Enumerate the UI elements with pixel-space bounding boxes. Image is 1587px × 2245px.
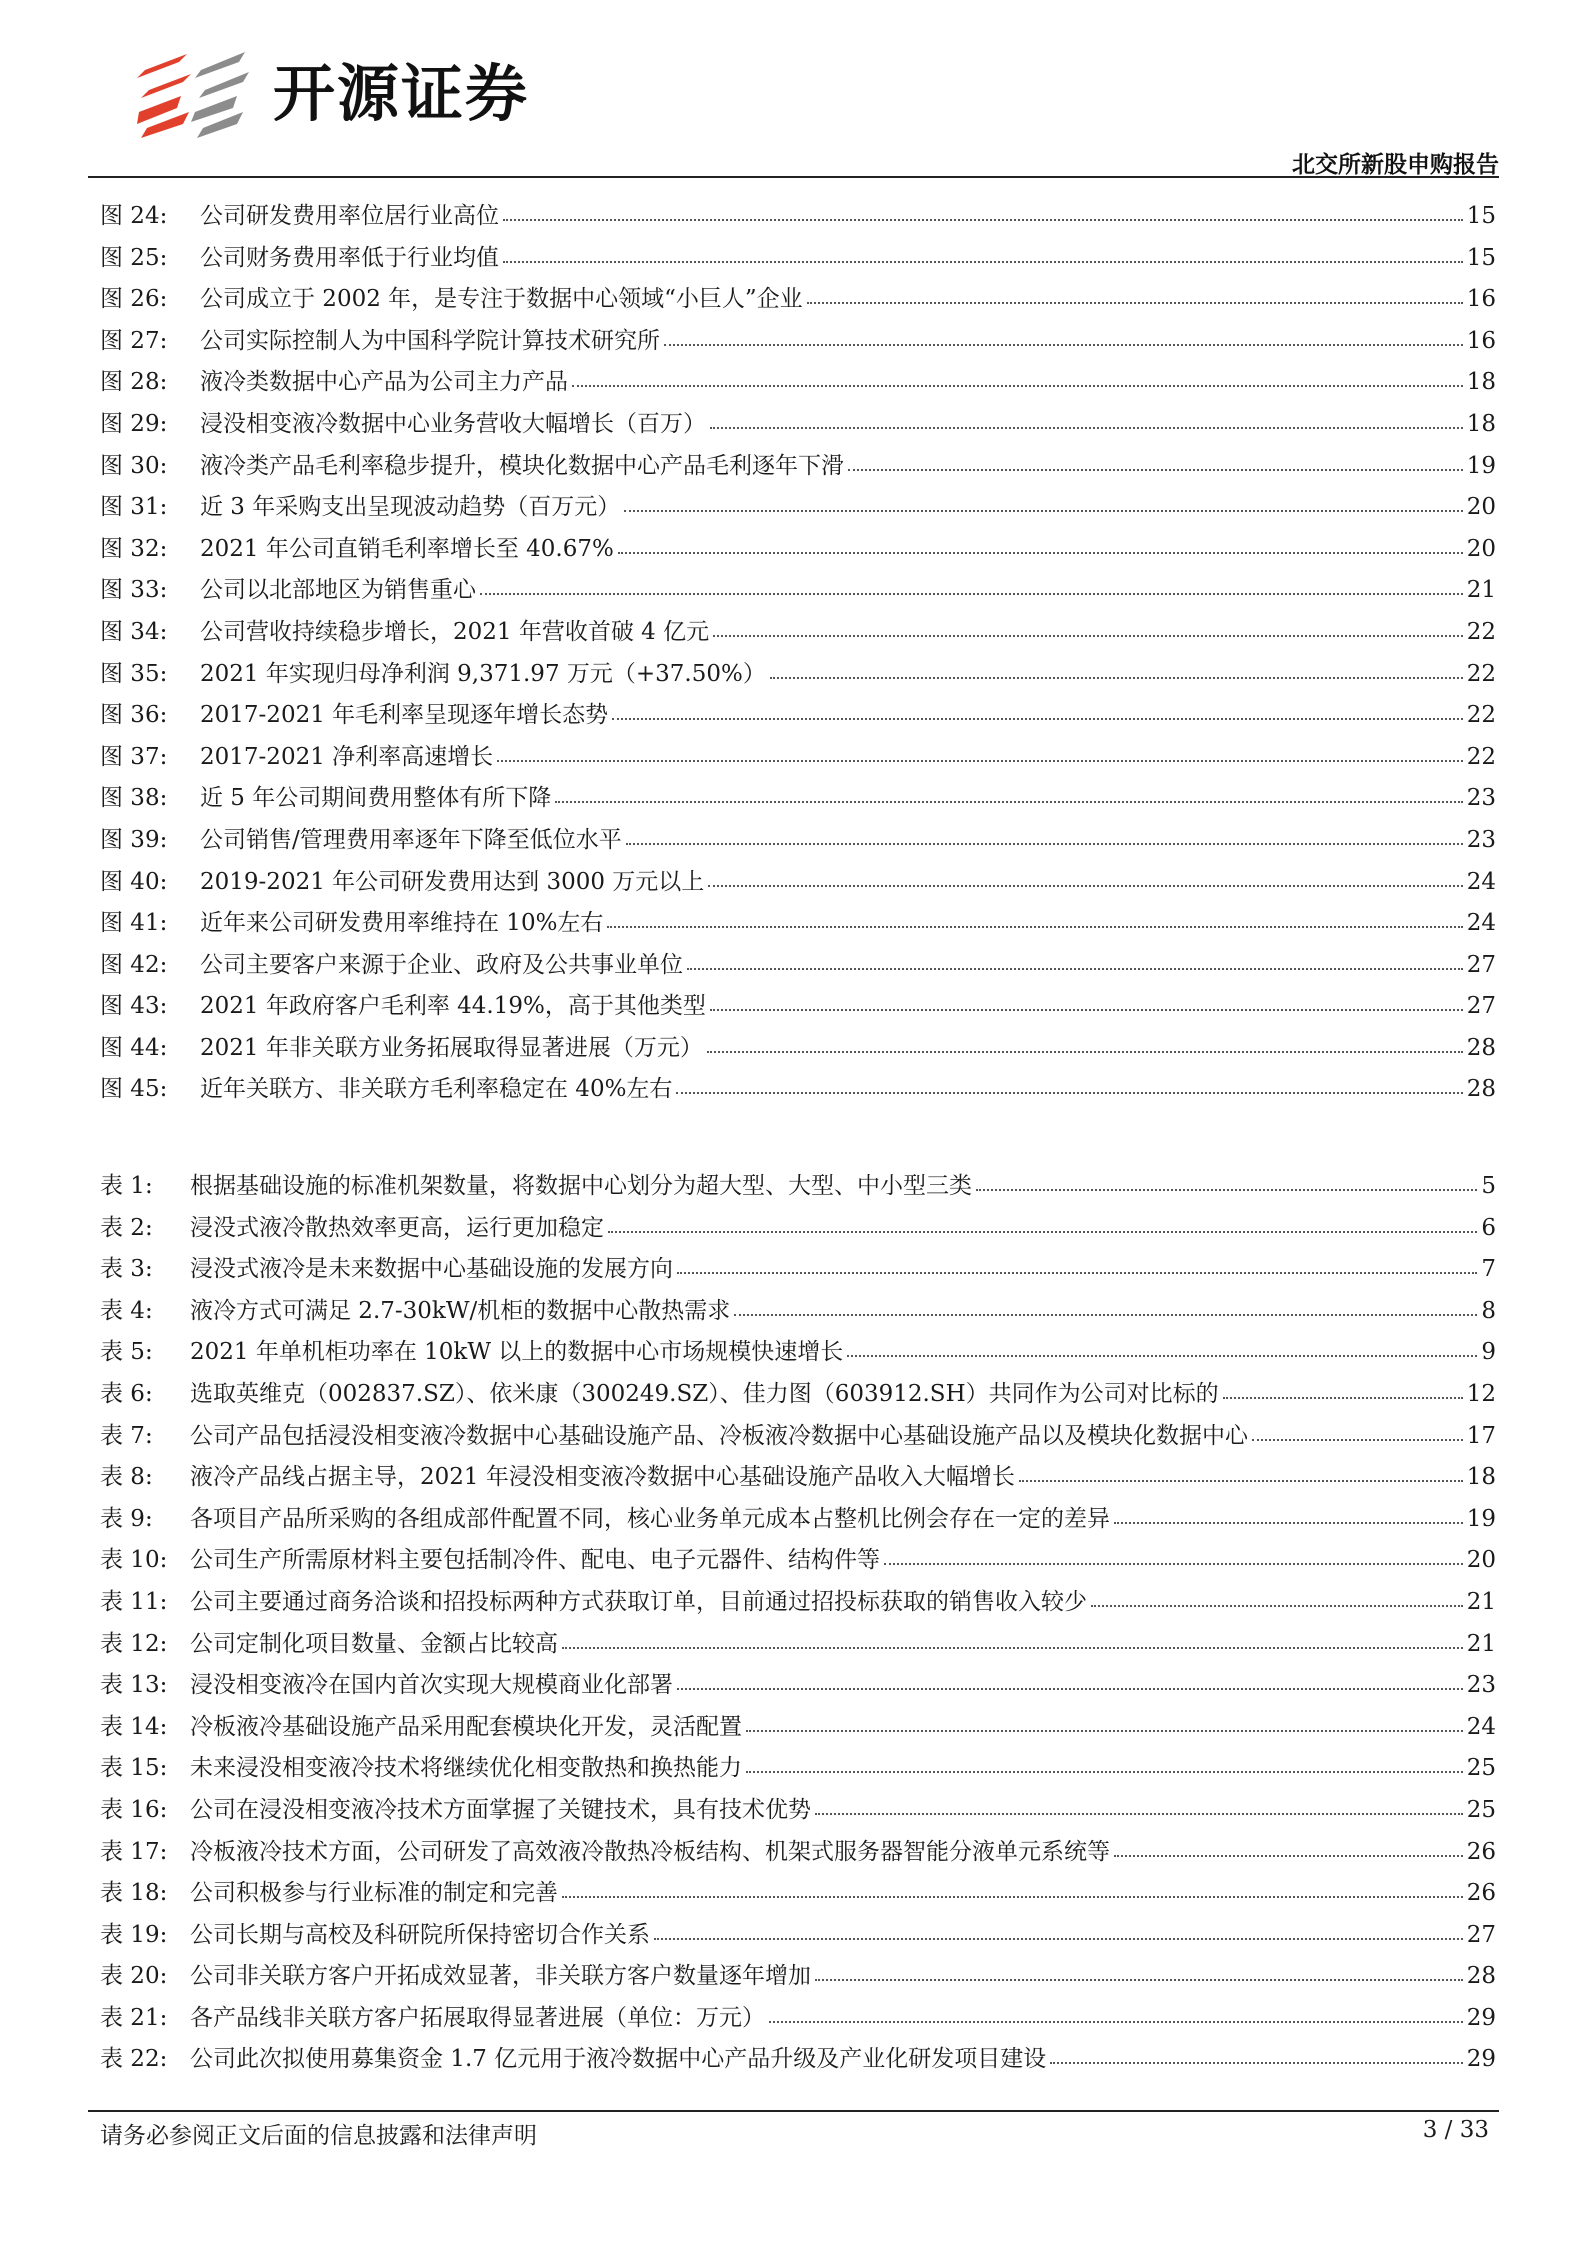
table-toc-entry[interactable] bbox=[100, 1998, 1496, 2040]
figure-toc-entry[interactable] bbox=[100, 362, 1496, 404]
figure-label: 图 29: bbox=[100, 410, 168, 437]
table-toc-entry[interactable] bbox=[100, 1915, 1496, 1957]
figure-label: 图 24: bbox=[100, 203, 168, 229]
dot-leader bbox=[497, 760, 1463, 762]
table-toc-entry[interactable] bbox=[100, 1707, 1496, 1749]
figure-page-number: 19 bbox=[1466, 452, 1496, 479]
table-toc-entry[interactable] bbox=[100, 1291, 1496, 1333]
figure-title: 公司实际控制人为中国科学院计算技术研究所 bbox=[200, 327, 660, 354]
dot-leader bbox=[572, 385, 1463, 387]
dot-leader bbox=[1223, 1397, 1463, 1399]
figure-title: 公司营收持续稳步增长，2021 年营收首破 4 亿元 bbox=[200, 618, 710, 645]
table-title: 未来浸没相变液冷技术将继续优化相变散热和换热能力 bbox=[190, 1755, 742, 1782]
brand-logo bbox=[133, 48, 529, 140]
table-title: 浸没式液冷散热效率更高，运行更加稳定 bbox=[190, 1214, 604, 1241]
table-label: 表 9: bbox=[100, 1505, 153, 1532]
figure-title: 2017-2021 年毛利率呈现逐年增长态势 bbox=[200, 702, 609, 729]
figure-title: 液冷类产品毛利率稳步提升，模块化数据中心产品毛利逐年下滑 bbox=[200, 452, 844, 479]
table-toc-entry[interactable] bbox=[100, 1166, 1496, 1208]
dot-leader bbox=[807, 302, 1463, 304]
table-title: 公司产品包括浸没相变液冷数据中心基础设施产品、冷板液冷数据中心基础设施产品以及模块化数据中心 bbox=[190, 1422, 1248, 1449]
figure-toc-entry[interactable] bbox=[100, 737, 1496, 779]
dot-leader bbox=[1050, 2062, 1463, 2064]
figure-toc-entry[interactable] bbox=[100, 820, 1496, 862]
table-page-number: 29 bbox=[1466, 2046, 1496, 2073]
dot-leader bbox=[1114, 1522, 1463, 1524]
table-label: 表 21: bbox=[100, 2004, 168, 2031]
figure-label: 图 34: bbox=[100, 618, 168, 645]
figure-label: 图 40: bbox=[100, 868, 168, 895]
figure-toc-entry[interactable] bbox=[100, 487, 1496, 529]
dot-leader bbox=[708, 885, 1462, 887]
figure-label: 图 45: bbox=[100, 1076, 168, 1103]
table-page-number: 5 bbox=[1481, 1173, 1496, 1199]
table-page-number: 25 bbox=[1466, 1755, 1496, 1782]
figure-toc-entry[interactable] bbox=[100, 1028, 1496, 1070]
header-divider bbox=[88, 176, 1499, 178]
table-page-number: 19 bbox=[1466, 1505, 1496, 1532]
dot-leader bbox=[1091, 1605, 1463, 1607]
table-toc-entry[interactable] bbox=[100, 1624, 1496, 1666]
table-page-number: 21 bbox=[1466, 1588, 1496, 1615]
table-label: 表 14: bbox=[100, 1713, 168, 1740]
dot-leader bbox=[1019, 1480, 1463, 1482]
figure-toc-entry[interactable] bbox=[100, 945, 1496, 987]
table-page-number: 24 bbox=[1466, 1713, 1496, 1740]
figure-page-number: 22 bbox=[1466, 702, 1496, 729]
table-toc-entry[interactable] bbox=[100, 1374, 1496, 1416]
table-toc-entry[interactable] bbox=[100, 1416, 1496, 1458]
table-title: 浸没相变液冷在国内首次实现大规模商业化部署 bbox=[190, 1672, 673, 1699]
table-page-number: 20 bbox=[1466, 1547, 1496, 1574]
figure-page-number: 23 bbox=[1466, 826, 1496, 853]
dot-leader bbox=[769, 2021, 1463, 2023]
table-toc-entry[interactable] bbox=[100, 1582, 1496, 1624]
figure-title: 近年来公司研发费用率维持在 10%左右 bbox=[200, 910, 604, 937]
table-label: 表 7: bbox=[100, 1422, 153, 1449]
figure-page-number: 23 bbox=[1466, 785, 1496, 812]
dot-leader bbox=[626, 843, 1463, 845]
figure-toc-entry[interactable] bbox=[100, 695, 1496, 737]
table-list bbox=[100, 1166, 1496, 2081]
table-label: 表 10: bbox=[100, 1547, 168, 1574]
figure-toc-entry[interactable] bbox=[100, 778, 1496, 820]
dot-leader bbox=[503, 219, 1463, 221]
dot-leader bbox=[480, 593, 1463, 595]
table-title: 各项目产品所采购的各组成部件配置不同，核心业务单元成本占整机比例会存在一定的差异 bbox=[190, 1505, 1110, 1532]
figure-label: 图 31: bbox=[100, 494, 168, 521]
dot-leader bbox=[676, 1092, 1462, 1094]
table-title: 液冷产品线占据主导，2021 年浸没相变液冷数据中心基础设施产品收入大幅增长 bbox=[190, 1464, 1015, 1491]
figure-page-number: 21 bbox=[1466, 577, 1496, 604]
figure-label: 图 44: bbox=[100, 1034, 168, 1061]
table-toc-entry[interactable] bbox=[100, 1332, 1496, 1374]
dot-leader bbox=[677, 1688, 1463, 1690]
figure-label: 图 36: bbox=[100, 702, 168, 729]
table-toc-entry[interactable] bbox=[100, 1832, 1496, 1874]
table-label: 表 5: bbox=[100, 1339, 153, 1366]
table-toc-entry[interactable] bbox=[100, 1249, 1496, 1291]
brand-name: 开源证券 bbox=[273, 57, 530, 130]
dot-leader bbox=[815, 1813, 1463, 1815]
table-title: 公司生产所需原材料主要包括制冷件、配电、电子元器件、结构件等 bbox=[190, 1547, 880, 1574]
figure-title: 公司销售/管理费用率逐年下降至低位水平 bbox=[200, 826, 622, 853]
figure-toc-entry[interactable] bbox=[100, 404, 1496, 446]
figure-label: 图 32: bbox=[100, 535, 168, 562]
table-toc-entry[interactable] bbox=[100, 1665, 1496, 1707]
table-page-number: 27 bbox=[1466, 1921, 1496, 1948]
figure-title: 2021 年公司直销毛利率增长至 40.67% bbox=[200, 535, 614, 562]
table-page-number: 26 bbox=[1466, 1838, 1496, 1865]
table-page-number: 28 bbox=[1466, 1963, 1496, 1990]
figure-page-number: 27 bbox=[1466, 951, 1496, 978]
figure-label: 图 33: bbox=[100, 577, 168, 604]
figure-toc-entry[interactable] bbox=[100, 238, 1496, 280]
dot-leader bbox=[847, 1355, 1477, 1357]
table-label: 表 12: bbox=[100, 1630, 168, 1657]
dot-leader bbox=[503, 261, 1463, 263]
table-label: 表 2: bbox=[100, 1214, 153, 1241]
figure-page-number: 28 bbox=[1466, 1076, 1496, 1103]
figure-page-number: 20 bbox=[1466, 535, 1496, 562]
table-page-number: 6 bbox=[1481, 1214, 1496, 1241]
figure-page-number: 16 bbox=[1466, 286, 1496, 313]
footer-disclaimer: 请务必参阅正文后面的信息披露和法律声明 bbox=[100, 2123, 537, 2149]
table-page-number: 12 bbox=[1466, 1380, 1496, 1407]
figure-toc-entry[interactable] bbox=[100, 903, 1496, 945]
dot-leader bbox=[734, 1314, 1477, 1316]
table-label: 表 15: bbox=[100, 1755, 168, 1782]
dot-leader bbox=[624, 510, 1462, 512]
figure-title: 近 5 年公司期间费用整体有所下降 bbox=[200, 785, 552, 812]
table-title: 公司定制化项目数量、金额占比较高 bbox=[190, 1630, 558, 1657]
table-label: 表 3: bbox=[100, 1256, 153, 1283]
dot-leader bbox=[746, 1730, 1463, 1732]
table-title: 根据基础设施的标准机架数量，将数据中心划分为超大型、大型、中小型三类 bbox=[190, 1173, 972, 1199]
figure-page-number: 28 bbox=[1466, 1034, 1496, 1061]
figure-page-number: 24 bbox=[1466, 868, 1496, 895]
dot-leader bbox=[848, 469, 1463, 471]
figure-list bbox=[100, 196, 1496, 1111]
table-title: 选取英维克（002837.SZ）、依米康（300249.SZ）、佳力图（603912.SH）共同作为公司对比标的 bbox=[190, 1380, 1219, 1407]
figure-title: 公司成立于 2002 年，是专注于数据中心领域“小巨人”企业 bbox=[200, 286, 803, 313]
table-label: 表 16: bbox=[100, 1796, 168, 1823]
figure-label: 图 28: bbox=[100, 369, 168, 396]
page-number: 3 / 33 bbox=[1422, 2117, 1489, 2143]
table-title: 液冷方式可满足 2.7-30kW/机柜的数据中心散热需求 bbox=[190, 1297, 731, 1324]
figure-label: 图 42: bbox=[100, 951, 168, 978]
table-toc-entry[interactable] bbox=[100, 1457, 1496, 1499]
figure-page-number: 15 bbox=[1466, 203, 1496, 229]
figure-toc-entry[interactable] bbox=[100, 862, 1496, 904]
dot-leader bbox=[710, 427, 1463, 429]
table-page-number: 21 bbox=[1466, 1630, 1496, 1657]
dot-leader bbox=[608, 1231, 1477, 1233]
table-title: 公司积极参与行业标准的制定和完善 bbox=[190, 1880, 558, 1907]
table-title: 公司主要通过商务洽谈和招投标两种方式获取订单，目前通过招投标获取的销售收入较少 bbox=[190, 1588, 1087, 1615]
figure-title: 公司财务费用率低于行业均值 bbox=[200, 244, 499, 271]
dot-leader bbox=[884, 1563, 1463, 1565]
dot-leader bbox=[1252, 1439, 1463, 1441]
figure-page-number: 18 bbox=[1466, 410, 1496, 437]
table-title: 公司在浸没相变液冷技术方面掌握了关键技术，具有技术优势 bbox=[190, 1796, 811, 1823]
dot-leader bbox=[746, 1771, 1463, 1773]
table-label: 表 19: bbox=[100, 1921, 168, 1948]
table-page-number: 7 bbox=[1481, 1256, 1496, 1283]
table-toc-entry[interactable] bbox=[100, 1540, 1496, 1582]
table-title: 公司非关联方客户开拓成效显著，非关联方客户数量逐年增加 bbox=[190, 1963, 811, 1990]
table-title: 各产品线非关联方客户拓展取得显著进展（单位：万元） bbox=[190, 2004, 765, 2031]
figure-title: 2017-2021 净利率高速增长 bbox=[200, 743, 494, 770]
table-label: 表 20: bbox=[100, 1963, 168, 1990]
dot-leader bbox=[1114, 1855, 1463, 1857]
dot-leader bbox=[687, 968, 1463, 970]
figure-toc-entry[interactable] bbox=[100, 196, 1496, 238]
table-toc-entry[interactable] bbox=[100, 1208, 1496, 1250]
table-toc-entry[interactable] bbox=[100, 2039, 1496, 2081]
figure-label: 图 37: bbox=[100, 743, 168, 770]
table-page-number: 23 bbox=[1466, 1672, 1496, 1699]
table-toc-entry[interactable] bbox=[100, 1873, 1496, 1915]
figure-label: 图 30: bbox=[100, 452, 168, 479]
figure-title: 公司以北部地区为销售重心 bbox=[200, 577, 476, 604]
dot-leader bbox=[654, 1938, 1463, 1940]
table-toc-entry[interactable] bbox=[100, 1748, 1496, 1790]
figure-page-number: 22 bbox=[1466, 618, 1496, 645]
dot-leader bbox=[713, 635, 1463, 637]
figure-title: 2021 年实现归母净利润 9,371.97 万元（+37.50%） bbox=[200, 660, 766, 687]
figure-label: 图 39: bbox=[100, 826, 168, 853]
table-page-number: 29 bbox=[1466, 2004, 1496, 2031]
dot-leader bbox=[664, 344, 1463, 346]
figure-toc-entry[interactable] bbox=[100, 570, 1496, 612]
table-page-number: 18 bbox=[1466, 1464, 1496, 1491]
figure-label: 图 25: bbox=[100, 244, 168, 271]
table-label: 表 4: bbox=[100, 1297, 153, 1324]
table-page-number: 8 bbox=[1481, 1297, 1496, 1324]
dot-leader bbox=[555, 801, 1462, 803]
figure-page-number: 15 bbox=[1466, 244, 1496, 271]
figure-label: 图 38: bbox=[100, 785, 168, 812]
dot-leader bbox=[562, 1896, 1463, 1898]
dot-leader bbox=[770, 677, 1463, 679]
table-title: 2021 年单机柜功率在 10kW 以上的数据中心市场规模快速增长 bbox=[190, 1339, 844, 1366]
dot-leader bbox=[677, 1272, 1477, 1274]
figure-title: 2021 年非关联方业务拓展取得显著进展（万元） bbox=[200, 1034, 703, 1061]
figure-toc-entry[interactable] bbox=[100, 529, 1496, 571]
figure-title: 浸没相变液冷数据中心业务营收大幅增长（百万） bbox=[200, 410, 706, 437]
kaiyuan-logo-icon bbox=[133, 48, 253, 140]
figure-toc-entry[interactable] bbox=[100, 1069, 1496, 1111]
figure-page-number: 24 bbox=[1466, 910, 1496, 937]
dot-leader bbox=[710, 1009, 1463, 1011]
figure-page-number: 22 bbox=[1466, 743, 1496, 770]
figure-page-number: 22 bbox=[1466, 660, 1496, 687]
figure-title: 近年关联方、非关联方毛利率稳定在 40%左右 bbox=[200, 1076, 673, 1103]
table-page-number: 25 bbox=[1466, 1796, 1496, 1823]
table-label: 表 1: bbox=[100, 1173, 153, 1199]
report-type-title: 北交所新股申购报告 bbox=[1292, 152, 1499, 178]
table-page-number: 26 bbox=[1466, 1880, 1496, 1907]
table-title: 冷板液冷基础设施产品采用配套模块化开发，灵活配置 bbox=[190, 1713, 742, 1740]
figure-toc-entry[interactable] bbox=[100, 279, 1496, 321]
figure-title: 近 3 年采购支出呈现波动趋势（百万元） bbox=[200, 494, 621, 521]
dot-leader bbox=[618, 552, 1463, 554]
table-label: 表 8: bbox=[100, 1464, 153, 1491]
dot-leader bbox=[607, 926, 1462, 928]
figure-toc-entry[interactable] bbox=[100, 321, 1496, 363]
figure-toc-entry[interactable] bbox=[100, 654, 1496, 696]
table-title: 浸没式液冷是未来数据中心基础设施的发展方向 bbox=[190, 1256, 673, 1283]
figure-page-number: 20 bbox=[1466, 494, 1496, 521]
table-title: 冷板液冷技术方面，公司研发了高效液冷散热冷板结构、机架式服务器智能分液单元系统等 bbox=[190, 1838, 1110, 1865]
figure-label: 图 35: bbox=[100, 660, 168, 687]
figure-toc-entry[interactable] bbox=[100, 446, 1496, 488]
table-label: 表 11: bbox=[100, 1588, 168, 1615]
figure-title: 2021 年政府客户毛利率 44.19%，高于其他类型 bbox=[200, 993, 706, 1020]
table-label: 表 22: bbox=[100, 2046, 168, 2073]
figure-page-number: 16 bbox=[1466, 327, 1496, 354]
table-toc-entry[interactable] bbox=[100, 1499, 1496, 1541]
figure-title: 液冷类数据中心产品为公司主力产品 bbox=[200, 369, 568, 396]
figure-title: 2019-2021 年公司研发费用达到 3000 万元以上 bbox=[200, 868, 705, 895]
figure-toc-entry[interactable] bbox=[100, 986, 1496, 1028]
dot-leader bbox=[707, 1051, 1463, 1053]
figure-title: 公司主要客户来源于企业、政府及公共事业单位 bbox=[200, 951, 683, 978]
figure-page-number: 18 bbox=[1466, 369, 1496, 396]
figure-toc-entry[interactable] bbox=[100, 612, 1496, 654]
table-label: 表 17: bbox=[100, 1838, 168, 1865]
figure-label: 图 41: bbox=[100, 910, 168, 937]
table-page-number: 17 bbox=[1466, 1422, 1496, 1449]
dot-leader bbox=[562, 1647, 1463, 1649]
figure-label: 图 26: bbox=[100, 286, 168, 313]
figure-label: 图 27: bbox=[100, 327, 168, 354]
footer-divider bbox=[88, 2110, 1499, 2112]
figure-page-number: 27 bbox=[1466, 993, 1496, 1020]
dot-leader bbox=[976, 1189, 1477, 1191]
table-label: 表 6: bbox=[100, 1380, 153, 1407]
table-title: 公司此次拟使用募集资金 1.7 亿元用于液冷数据中心产品升级及产业化研发项目建设 bbox=[190, 2046, 1047, 2073]
table-toc-entry[interactable] bbox=[100, 1956, 1496, 1998]
table-title: 公司长期与高校及科研院所保持密切合作关系 bbox=[190, 1921, 650, 1948]
figure-title: 公司研发费用率位居行业高位 bbox=[200, 203, 499, 229]
table-label: 表 18: bbox=[100, 1880, 168, 1907]
table-label: 表 13: bbox=[100, 1672, 168, 1699]
dot-leader bbox=[612, 718, 1463, 720]
table-page-number: 9 bbox=[1481, 1339, 1496, 1366]
figure-label: 图 43: bbox=[100, 993, 168, 1020]
dot-leader bbox=[815, 1979, 1463, 1981]
table-toc-entry[interactable] bbox=[100, 1790, 1496, 1832]
